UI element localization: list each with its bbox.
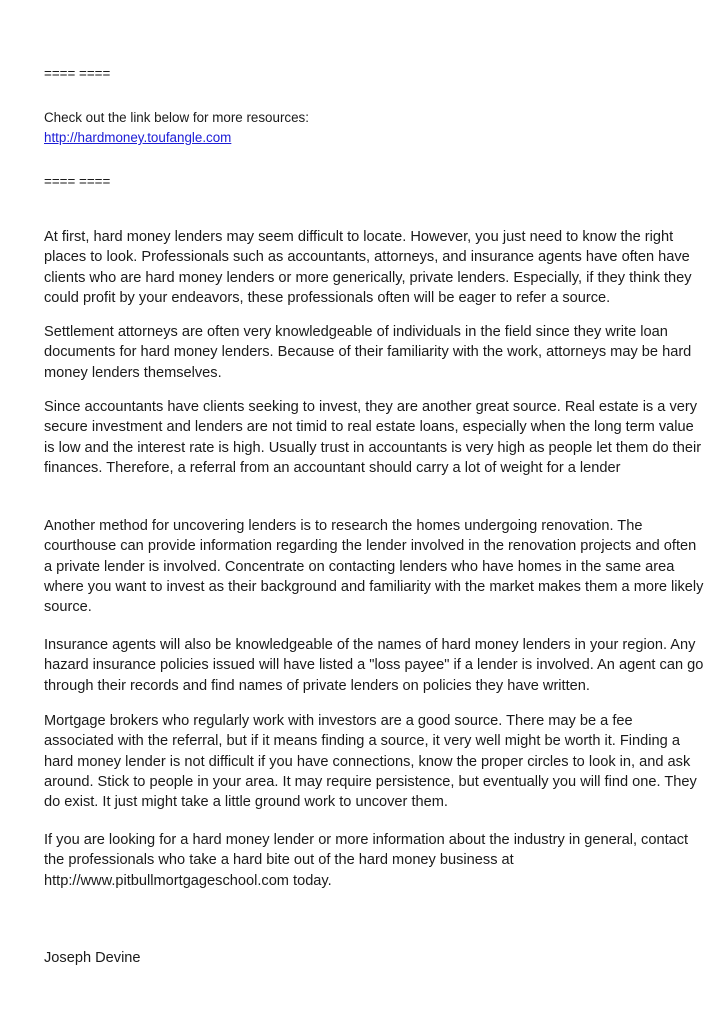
paragraph-insurance: Insurance agents will also be knowledgeable of the names of hard money lenders in your region. Any hazard insurance policies issued will have listed a "loss payee" if a lender is involved. An agent can go through their records and find names of private lenders on policies they have written.	[44, 637, 704, 694]
paragraph-attorneys: Settlement attorneys are often very knowledgeable of individuals in the field since they write loan documents for hard money lenders. Because of their familiarity with the work, attorneys may be hard money lenders themselves.	[44, 324, 692, 381]
resources-link[interactable]: http://hardmoney.toufangle.com	[44, 130, 232, 145]
resources-intro: Check out the link below for more resources:	[44, 110, 309, 125]
paragraph-intro: At first, hard money lenders may seem difficult to locate. However, you just need to know the right places to look. Professionals such as accountants, attorneys, and insurance agents have often have clients who are hard money lenders or more generically, private lenders. Especially, if they think they could profit by your endeavors, these professionals often will be eager to refer a source.	[44, 229, 692, 306]
author-signature: Joseph Devine	[44, 950, 141, 966]
paragraph-closing: If you are looking for a hard money lender or more information about the industry in general, contact the professionals who take a hard bite out of the hard money business at http://www.pitbullmortgageschool.com today.	[44, 832, 689, 889]
paragraph-brokers: Mortgage brokers who regularly work with investors are a good source. There may be a fee associated with the referral, but if it means finding a source, it very well might be worth it. Finding a hard money lender is not difficult if you have connections, know the proper circles to look in, and ask around. Stick to people in your area. It may require persistence, but eventually you will find one. They do exist. It just might take a little ground work to uncover them.	[44, 713, 697, 811]
paragraph-accountants: Since accountants have clients seeking to invest, they are another great source. Real estate is a very secure investment and lenders are not timid to real estate loans, especially when the long term value is low and the interest rate is high. Usually trust in accountants is very high as people let them do their finances. Therefore, a referral from an accountant should carry a lot of weight for a lender	[44, 399, 702, 476]
paragraph-renovation: Another method for uncovering lenders is to research the homes undergoing renovation. The courthouse can provide information regarding the lender involved in the renovation projects and often a private lender is involved. Concentrate on contacting lenders who have homes in the same area where you want to invest as their background and familiarity with the market makes them a more likely source.	[44, 518, 704, 616]
separator-bottom: ==== ====	[44, 174, 111, 189]
separator-top: ==== ====	[44, 66, 111, 81]
